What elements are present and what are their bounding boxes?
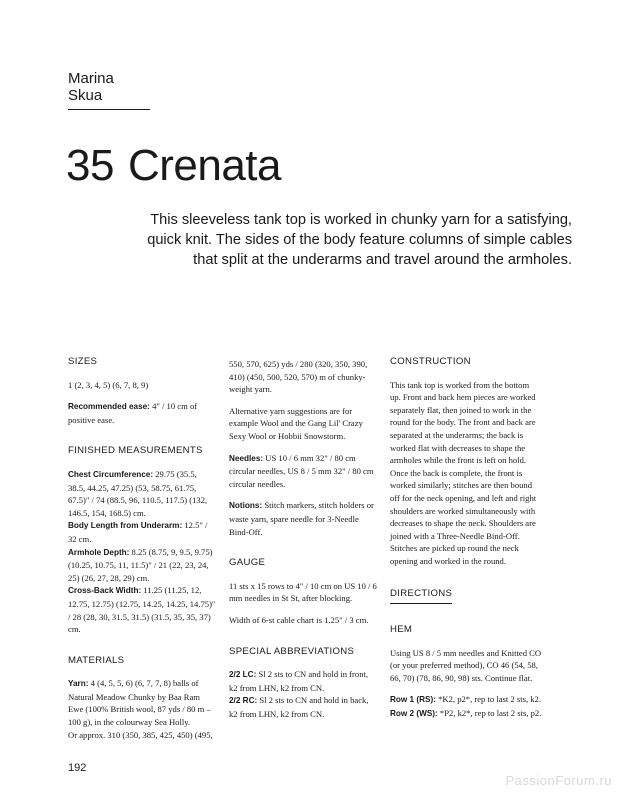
notions-text: Stitch markers, stitch holders or waste yarn, spare needle for 3-Needle Bind-Off.: [229, 500, 374, 537]
armhole-paragraph: [68, 546, 216, 585]
cable-width-text: Width of 6-st cable chart is 1.25" / 3 cm.: [229, 614, 369, 625]
needles-label: Needles:: [229, 453, 264, 463]
yarn-text: 4 (4, 5, 5, 6) (6, 7, 7, 8) balls of Natural Meadow Chunky by Baa Ram Ewe (100% British wool, 87 yds / 80 m – 100 g), in the colourway Sea Holly.: [68, 678, 211, 728]
row2-label: Row 2 (WS):: [390, 709, 438, 719]
cross-back-label: Cross-Back Width:: [68, 586, 142, 596]
body-length-label: Body Length from Underarm:: [68, 521, 183, 531]
body-length-text: 12.5" / 32 cm.: [68, 520, 208, 544]
lc-label: 2/2 LC:: [229, 670, 257, 680]
yarn-paragraph: [68, 677, 216, 728]
column-middle: [229, 358, 377, 729]
column-left: [68, 356, 216, 750]
row2-paragraph: [390, 707, 542, 721]
construction-heading: CONSTRUCTION: [390, 356, 471, 367]
author-name: Marina Skua: [68, 70, 150, 110]
row1-label: Row 1 (RS):: [390, 695, 436, 705]
row1-text: *K2, p2*, rep to last 2 sts, k2.: [435, 694, 541, 705]
ease-text: 4" / 10 cm of positive ease.: [68, 401, 198, 425]
chest-paragraph: [68, 468, 216, 519]
yarn-continued-text: 550, 570, 625) yds / 280 (320, 350, 390, 410) (450, 500, 520, 570) m of chunky-weight yarn.: [229, 359, 368, 395]
column-right: [390, 356, 542, 730]
yarn-label: Yarn:: [68, 679, 89, 689]
chest-label: Chest Circumference:: [68, 469, 154, 479]
rc-text: Sl 2 sts to CN and hold in back, k2 from LHN, k2 from CN.: [229, 695, 369, 719]
materials-heading: MATERIALS: [68, 654, 125, 666]
row1-paragraph: [390, 693, 542, 707]
notions-label: Notions:: [229, 501, 263, 511]
row2-text: *P2, k2*, rep to last 2 sts, p2.: [437, 708, 542, 719]
intro-paragraph: This sleeveless tank top is worked in chunky yarn for a satisfying, quick knit. The sides of the body feature columns of simple cables that split at the underarms and travel around the armholes.: [147, 212, 572, 268]
armhole-label: Armhole Depth:: [68, 547, 130, 557]
hem-heading: HEM: [390, 624, 413, 636]
watermark: PassionForum.ru: [505, 773, 612, 788]
rc-label: 2/2 RC:: [229, 696, 258, 706]
construction-text: This tank top is worked from the bottom up. Front and back hem pieces are worked separately flat, then joined to work in the round for the body. The front and back are separated at the underarms; the back is worked flat with decreases to shape the armholes while the front is left on hold. Once the back is complete, the front is worked similarly; stitches are then bound off for the neck opening, and left and right shoulders are worked simultaneously with decreases to shape the neck. Shoulders are joined with a Three-Needle Bind-Off. Stitches are picked up round the neck opening and worked in the round.: [390, 379, 537, 566]
needles-text: US 10 / 6 mm 32" / 80 cm circular needles, US 8 / 5 mm 32" / 80 cm circular needles.: [229, 452, 374, 489]
chest-text: 29.75 (35.5, 38.5, 44.25, 47.25) (53, 58.75, 61.75, 67.5)" / 74 (88.5, 96, 110.5, 117.5) (132, 146.5, 154, 168.5) cm.: [68, 468, 208, 518]
alternative-yarn-text: Alternative yarn suggestions are for example Wool and the Gang Lil' Crazy Sexy Wool or Hobbii Snowstorm.: [229, 405, 363, 441]
body-length-paragraph: [68, 519, 216, 545]
rc-paragraph: [229, 694, 377, 720]
needles-paragraph: [229, 452, 377, 491]
pattern-number: 35: [66, 141, 114, 190]
sizes-heading: SIZES: [68, 356, 98, 367]
sizes-text: 1 (2, 3, 4, 5) (6, 7, 8, 9): [68, 379, 149, 390]
finished-measurements-heading: FINISHED MEASUREMENTS: [68, 445, 203, 457]
lc-paragraph: [229, 668, 377, 694]
ease-label: Recommended ease:: [68, 402, 150, 412]
special-abbreviations-heading: SPECIAL ABBREVIATIONS: [229, 645, 355, 657]
gauge-heading: GAUGE: [229, 557, 266, 569]
lc-text: Sl 2 sts to CN and hold in front, k2 from LHN, k2 from CN.: [229, 669, 369, 693]
pattern-title: [66, 142, 281, 190]
armhole-text: 8.25 (8.75, 9, 9.5, 9.75) (10.25, 10.75, 11, 11.5)" / 21 (22, 23, 24, 25) (26, 27, 28, 29) cm.: [68, 546, 213, 583]
page-number: 192: [68, 762, 87, 774]
hem-text: Using US 8 / 5 mm needles and Knitted CO (or your preferred method), CO 46 (54, 58, 66, 70) (78, 86, 90, 98) sts. Continue flat.: [390, 647, 542, 683]
ease-paragraph: [68, 400, 216, 426]
cross-back-paragraph: [68, 584, 216, 635]
pattern-name: Crenata: [127, 141, 281, 190]
gauge-text: 11 sts x 15 rows to 4" / 10 cm on US 10 / 6 mm needles in St St, after blocking.: [229, 580, 377, 604]
notions-paragraph: [229, 499, 377, 538]
directions-heading: DIRECTIONS: [390, 588, 452, 605]
cross-back-text: 11.25 (11.25, 12, 12.75, 12.75) (12.75, 14.25, 14.25, 14.75)" / 28 (28, 30, 31.5, 31.5) (31.5, 35, 35, 37) cm.: [68, 585, 216, 635]
approx-yarn-text: Or approx. 310 (350, 385, 425, 450) (495,: [68, 729, 213, 740]
